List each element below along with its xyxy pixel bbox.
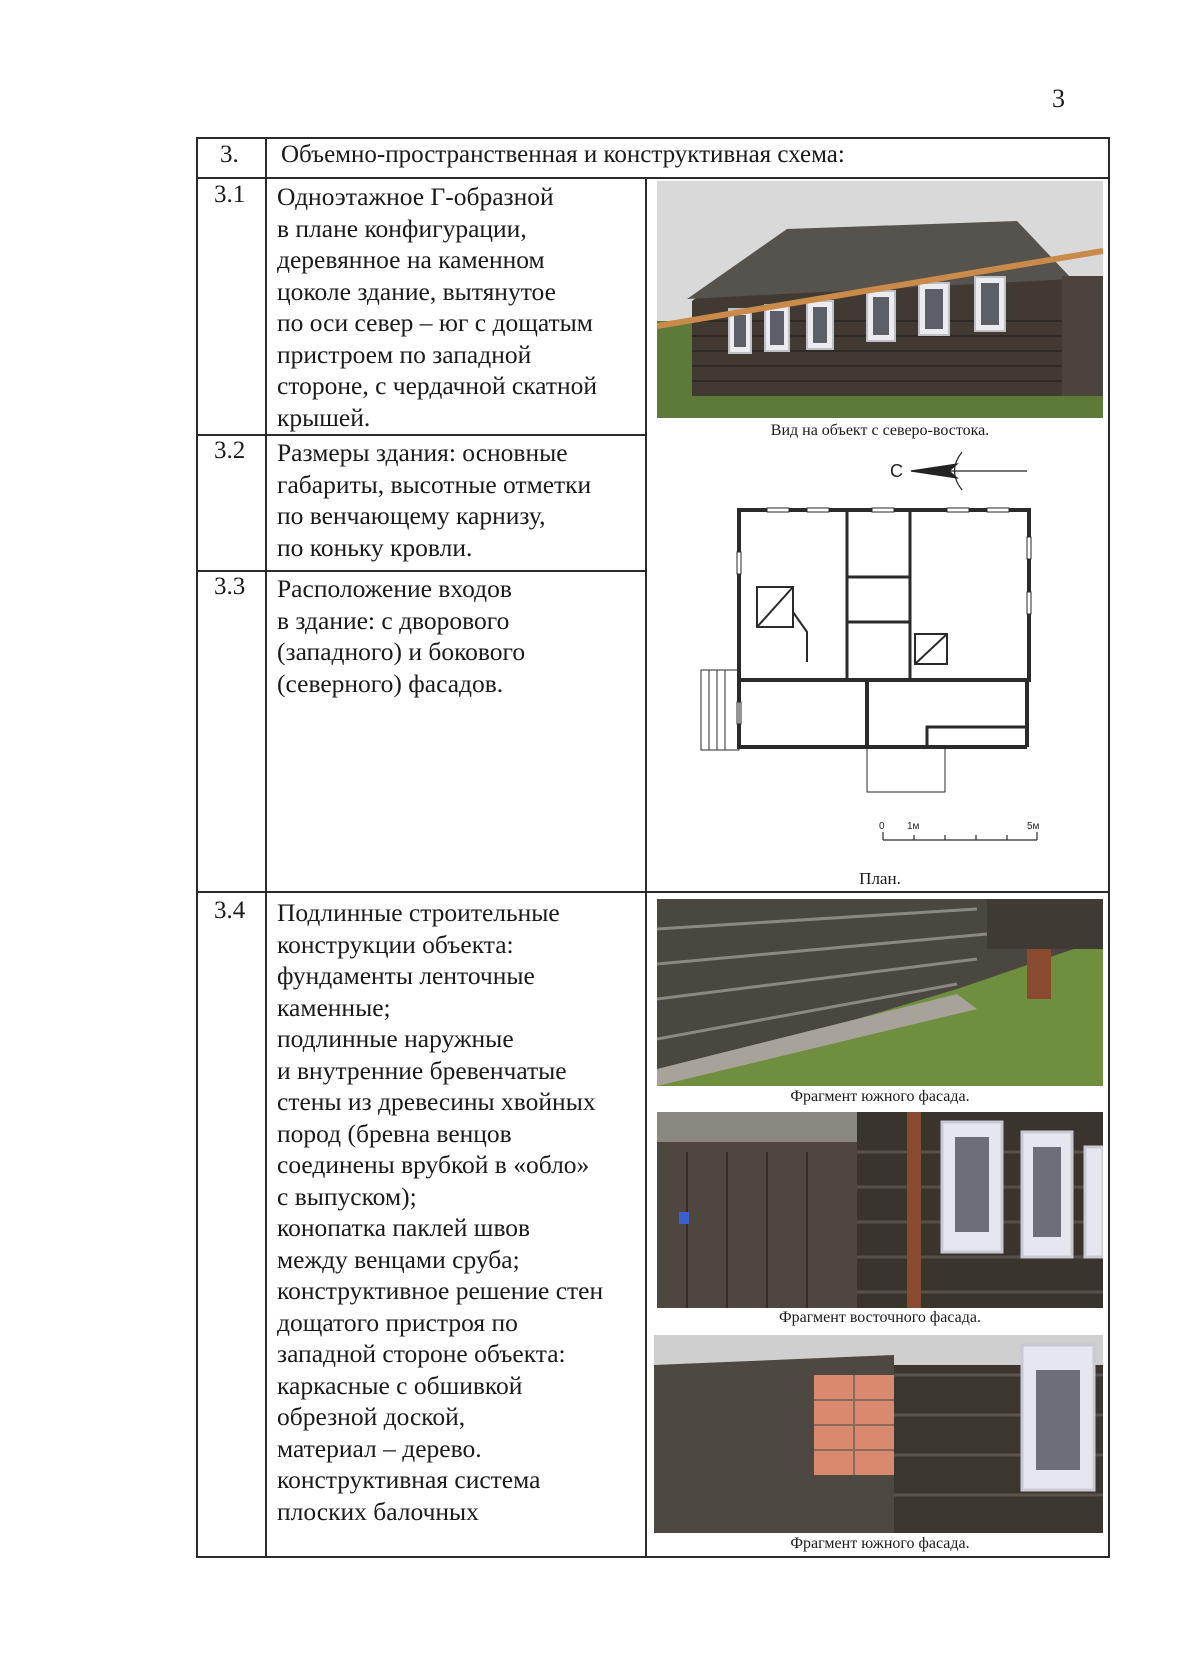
row-text-3-3: Расположение входов в здание: с дворового (западного) и бокового (северного) фасадов.	[277, 574, 526, 698]
column-divider-figure	[645, 177, 647, 1558]
photo-northeast-view	[657, 181, 1103, 418]
row-divider-3-3	[196, 891, 1110, 893]
photo-east-facade-caption: Фрагмент восточного фасада.	[778, 1309, 982, 1326]
row-text-3-4: Подлинные строительные конструкции объекта: фундаменты ленточные каменные; подлинные наружные и внутренние бревенчатые стены из древесины хвойных пород (бревна венцов соединены врубкой в «обло» с выпуском); конопатка паклей швов между венцами сруба; конструктивное решение стен дощатого пристроя по западной стороне объекта: каркасные с обшивкой обрезной доской, материал – дерево. конструктивная система плоских балочных	[277, 898, 604, 1526]
north-arrow-icon	[911, 452, 1027, 490]
photo-south-facade-2-caption: Фрагмент южного фасада.	[790, 1535, 970, 1552]
table-border-bottom	[196, 1556, 1110, 1558]
photo-northeast-caption: Вид на объект с северо-востока.	[770, 422, 990, 439]
page-number: 3	[1052, 84, 1065, 113]
row-number-3-4: 3.4	[214, 897, 246, 924]
row-divider-header	[196, 177, 1110, 179]
section-title: Объемно-пространственная и конструктивная схема:	[281, 141, 845, 168]
photo-south-facade-1-caption: Фрагмент южного фасада.	[790, 1088, 970, 1105]
photo-east-facade	[657, 1112, 1103, 1308]
column-divider-number	[265, 137, 267, 1558]
row-text-3-2: Размеры здания: основные габариты, высотные отметки по венчающему карнизу, по коньку кровли.	[277, 438, 592, 562]
scale-bar	[883, 832, 1037, 840]
row-number-3-3: 3.3	[214, 573, 246, 600]
table-border-top	[196, 137, 1110, 139]
scale-label-5m: 5м	[1027, 821, 1040, 832]
row-divider-3-2	[196, 570, 646, 572]
scale-label-0: 0	[879, 821, 885, 832]
row-number-3-1: 3.1	[214, 181, 246, 208]
table-border-left	[196, 137, 198, 1558]
photo-south-facade-2	[654, 1335, 1103, 1533]
section-number: 3.	[220, 141, 239, 168]
row-text-3-1: Одноэтажное Г-образной в плане конфигурации, деревянное на каменном цоколе здание, вытянутое по оси север – юг с дощатым пристроем по западной стороне, с чердачной скатной крышей.	[277, 182, 598, 432]
content-table	[196, 137, 1110, 1558]
table-border-right	[1108, 137, 1110, 1558]
compass-letter: С	[890, 461, 903, 481]
plan-caption: План.	[859, 869, 901, 888]
row-divider-3-1	[196, 434, 646, 436]
scale-label-1m: 1м	[907, 821, 920, 832]
floor-plan	[657, 442, 1103, 882]
photo-south-facade-1	[657, 899, 1103, 1086]
row-number-3-2: 3.2	[214, 437, 246, 464]
